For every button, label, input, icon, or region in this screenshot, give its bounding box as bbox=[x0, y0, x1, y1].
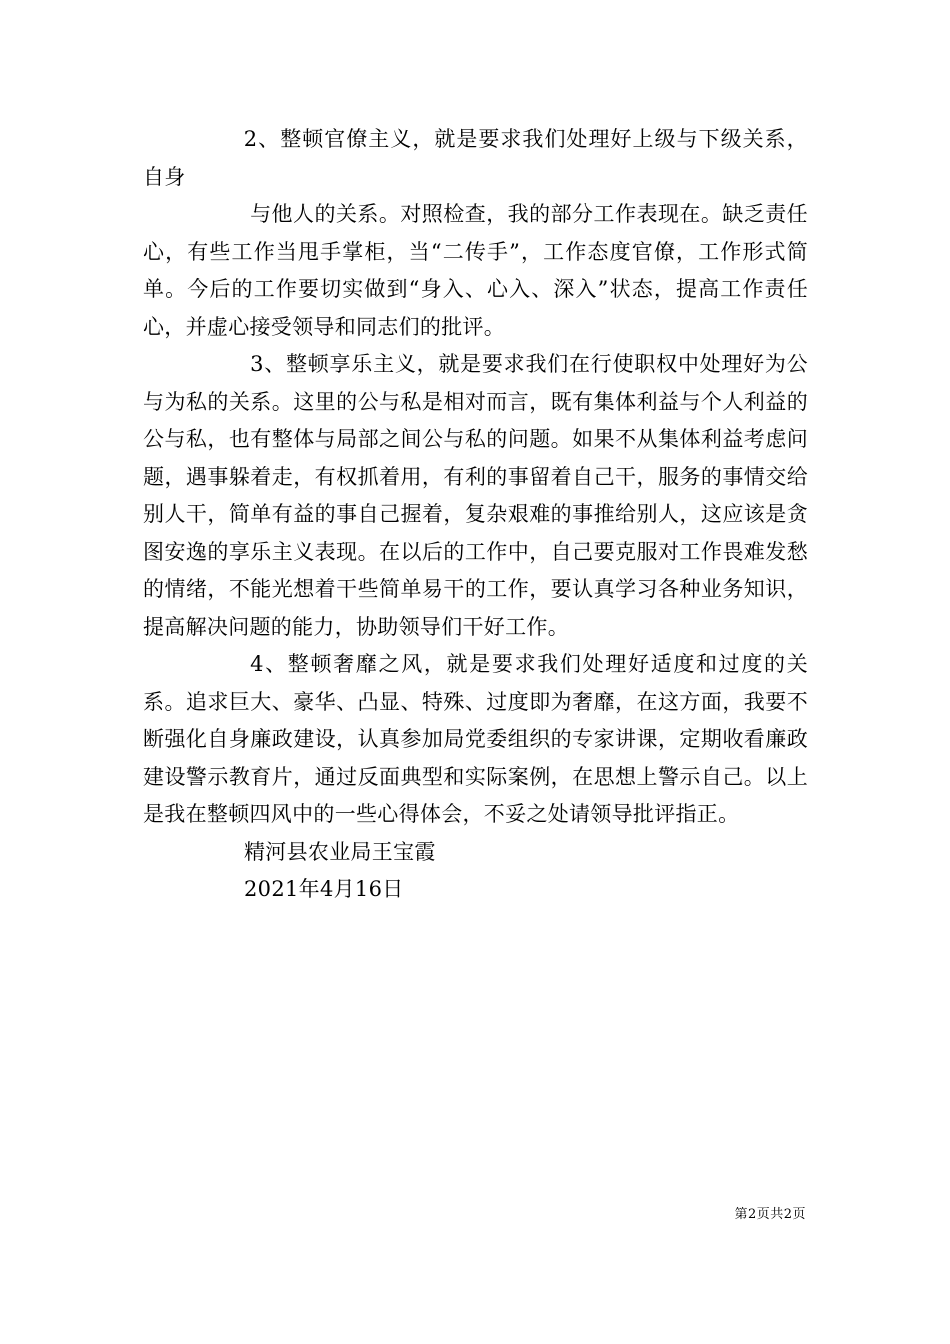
document-body bbox=[143, 121, 808, 909]
paragraph-bureaucracy-heading: 2、整顿官僚主义，就是要求我们处理好上级与下级关系，自身 bbox=[143, 127, 808, 189]
paragraph-extravagance: 4、整顿奢靡之风，就是要求我们处理好适度和过度的关系。追求巨大、豪华、凸显、特殊、过度即为奢靡，在这方面，我要不断强化自身廉政建设，认真参加局党委组织的专家讲课，定期收看廉政建设警示教育片，通过反面典型和实际案例，在思想上警示自己。以上是我在整顿四风中的一些心得体会，不妥之处请领导批评指正。 bbox=[143, 652, 808, 826]
signature: 精河县农业局王宝霞 bbox=[244, 839, 436, 864]
paragraph-bureaucracy: 与他人的关系。对照检查，我的部分工作表现在。缺乏责任心，有些工作当甩手掌柜，当“二传手”，工作态度官僚，工作形式简单。今后的工作要切实做到“身入、心入、深入”状态，提高工作责任心，并虚心接受领导和同志们的批评。 bbox=[143, 202, 808, 339]
page-number: 第2页共2页 bbox=[734, 1207, 806, 1222]
paragraph-hedonism: 3、整顿享乐主义，就是要求我们在行使职权中处理好为公与为私的关系。这里的公与私是相对而言，既有集体利益与个人利益的公与私，也有整体与局部之间公与私的问题。如果不从集体利益考虑问题，遇事躲着走，有权抓着用，有利的事留着自己干，服务的事情交给别人干，简单有益的事自己握着，复杂艰难的事推给别人，这应该是贪图安逸的享乐主义表现。在以后的工作中，自己要克服对工作畏难发愁的情绪，不能光想着干些简单易干的工作，要认真学习各种业务知识，提高解决问题的能力，协助领导们干好工作。 bbox=[143, 352, 808, 639]
signature-date: 2021年4月16日 bbox=[244, 877, 404, 901]
